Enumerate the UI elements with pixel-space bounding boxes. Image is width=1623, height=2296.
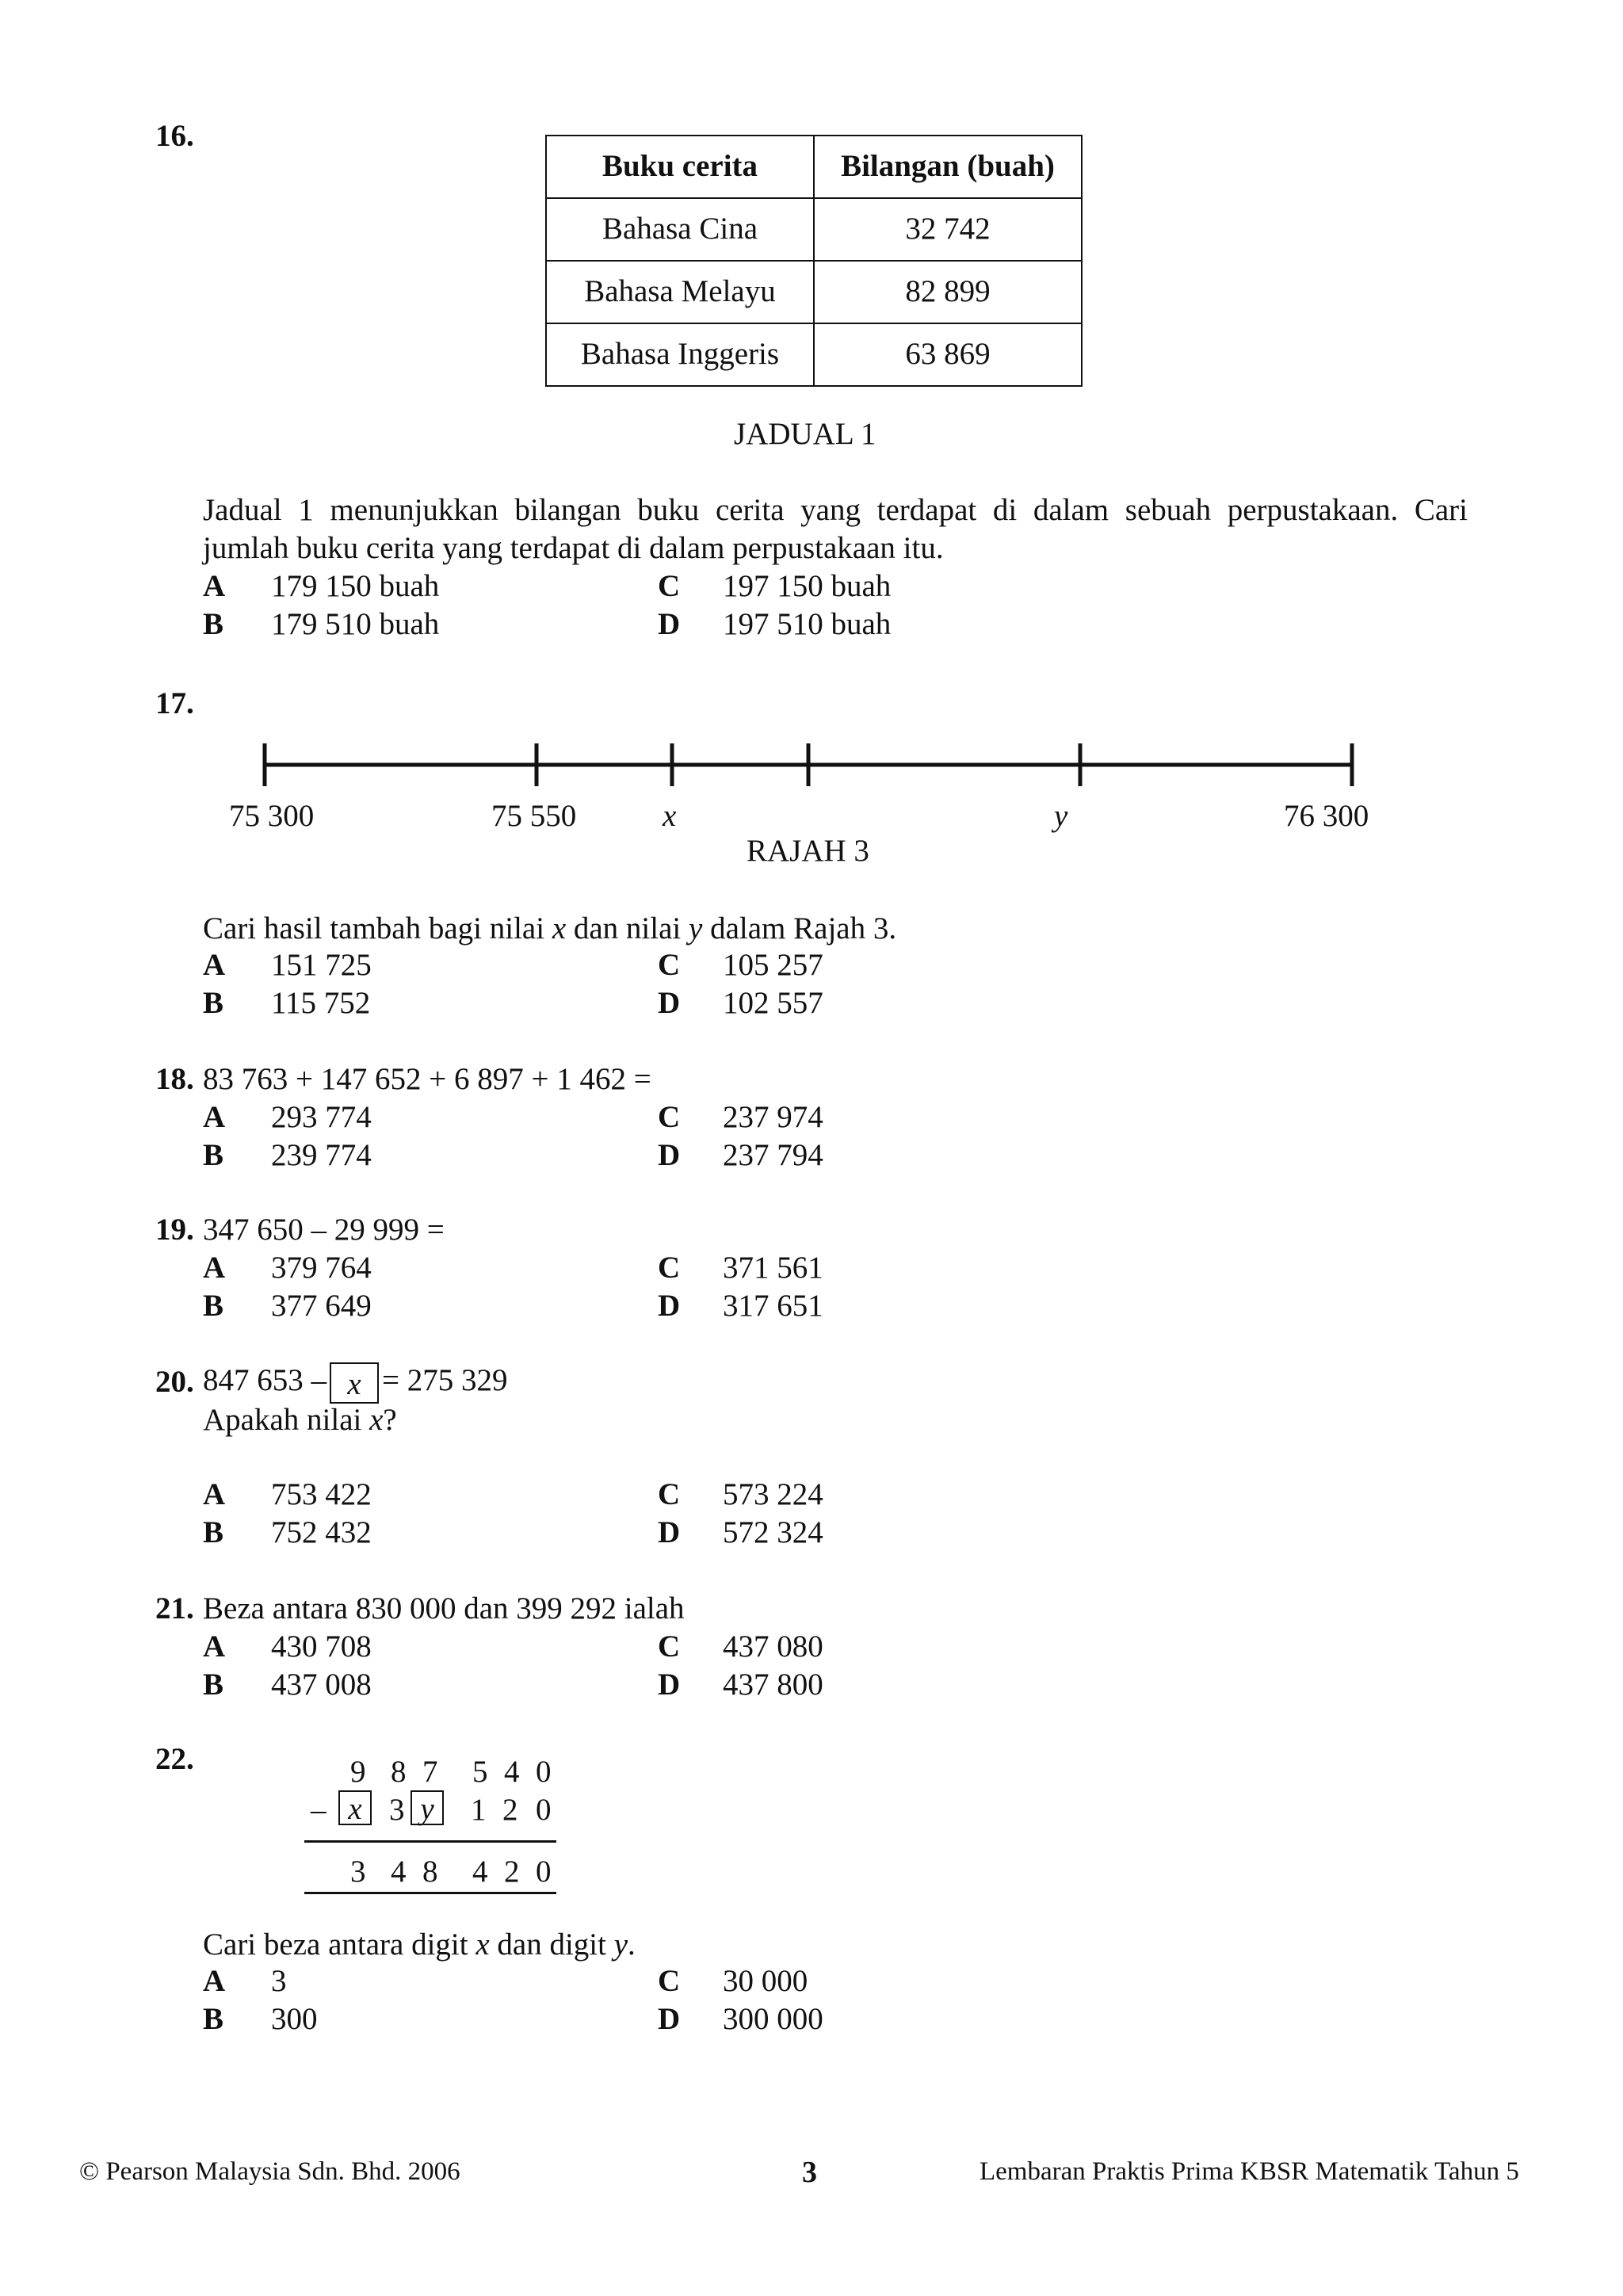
q22-text [203,1926,636,1965]
q18-option-c: 237 974 [723,1100,823,1134]
option-letter: B [203,607,224,641]
option-letter: C [658,569,681,603]
text-part: dalam Rajah 3. [702,911,897,946]
variable-y: y [689,911,703,946]
table-cell: Bahasa Inggeris [546,323,814,386]
option-letter: D [658,1138,681,1172]
digit: 0 [536,1793,552,1827]
text-part: ? [383,1403,397,1437]
q22-option-b: 300 [271,2002,318,2036]
table-cell: Bahasa Cina [546,198,814,261]
text-part: = 275 329 [382,1363,508,1397]
number-line-label: 76 300 [1284,799,1369,833]
q18-expression: 83 763 + 147 652 + 6 897 + 1 462 = [203,1062,651,1096]
q21-text: Beza antara 830 000 dan 399 292 ialah [203,1591,685,1626]
q19-number: 19. [155,1213,194,1247]
table-row [546,198,1082,261]
q18-option-a: 293 774 [271,1100,372,1134]
digit: 4 [504,1755,520,1789]
q22-option-c: 30 000 [723,1964,808,1998]
q19-expression: 347 650 – 29 999 = [203,1213,445,1247]
option-letter: B [203,1289,224,1323]
option-letter: C [658,1100,681,1134]
digit: 3 [350,1855,366,1889]
q21-option-c: 437 080 [723,1629,823,1664]
digit-box-y: y [411,1790,444,1825]
option-letter: A [203,948,226,982]
q20-number: 20. [155,1365,194,1399]
digit: 4 [391,1855,407,1889]
q20-option-a: 753 422 [271,1477,372,1511]
q17-text [203,910,896,949]
q16-option-a: 179 150 buah [271,569,440,603]
q17-option-a: 151 725 [271,948,372,982]
q17-number-line [254,737,1363,793]
q22-number: 22. [155,1742,194,1776]
q19-option-d: 317 651 [723,1289,823,1323]
q16-table [545,135,1083,387]
option-letter: D [658,1515,681,1549]
digit: 9 [350,1755,366,1789]
q16-caption: JADUAL 1 [734,417,876,451]
q20-option-d: 572 324 [723,1515,823,1549]
option-letter: B [203,1668,224,1702]
variable-y: y [613,1927,628,1962]
table-header-row [546,136,1082,198]
table-cell: 63 869 [814,323,1082,386]
q22-option-a: 3 [271,1964,287,1998]
subtraction-line [304,1892,556,1894]
variable-x: x [552,911,567,946]
option-letter: B [203,986,224,1020]
q20-option-c: 573 224 [723,1477,823,1511]
text-part: Apakah nilai [203,1403,370,1437]
q17-option-c: 105 257 [723,948,823,982]
number-line-label: 75 300 [229,799,315,833]
text-part: dan nilai [566,911,689,946]
option-letter: A [203,1964,226,1998]
option-letter: C [658,1251,681,1285]
digit: 0 [536,1755,552,1789]
q21-number: 21. [155,1591,194,1626]
q21-option-d: 437 800 [723,1668,823,1702]
q19-option-a: 379 764 [271,1251,372,1285]
q16-option-d: 197 510 buah [723,607,892,641]
option-letter: D [658,1289,681,1323]
number-line-label: x [663,799,677,833]
digit: 3 [389,1793,405,1827]
page-number: 3 [802,2156,817,2189]
digit: 7 [422,1755,438,1789]
digit: 1 [471,1793,487,1827]
option-letter: A [203,1477,226,1511]
q16-option-c: 197 150 buah [723,569,892,603]
text-part: 847 653 – [203,1363,327,1397]
q16-text-line1: Jadual 1 menunjukkan bilangan buku cerita yang terdapat di dalam sebuah perpustakaan. Cari [203,493,1468,527]
option-letter: C [658,1629,681,1664]
option-letter: A [203,1100,226,1134]
digit: 8 [391,1755,407,1789]
q17-option-b: 115 752 [271,986,371,1020]
table-header-cell: Buku cerita [546,136,814,198]
digit: 2 [502,1793,518,1827]
number-line-label: 75 550 [491,799,577,833]
text-part: Cari beza antara digit [203,1927,476,1962]
option-letter: C [658,1964,681,1998]
variable-x: x [475,1927,490,1962]
answer-box: x [330,1362,379,1404]
option-letter: B [203,2002,224,2036]
variable-x: x [369,1403,384,1437]
digit-box-x: x [338,1790,372,1825]
digit: 8 [422,1855,438,1889]
table-header-cell: Bilangan (buah) [814,136,1082,198]
table-row [546,323,1082,386]
option-letter: D [658,986,681,1020]
q16-text-line2: jumlah buku cerita yang terdapat di dalam perpustakaan itu. [203,531,944,565]
q20-question [203,1401,397,1440]
digit: 4 [472,1855,488,1889]
minus-sign: – [311,1793,327,1827]
q17-caption: RAJAH 3 [747,834,869,868]
footer-copyright: © Pearson Malaysia Sdn. Bhd. 2006 [79,2157,460,2186]
q20-expression [203,1358,508,1404]
digit: 5 [472,1755,488,1789]
q18-option-b: 239 774 [271,1138,372,1172]
q18-number: 18. [155,1062,194,1096]
digit: 0 [536,1855,552,1889]
q21-option-b: 437 008 [271,1668,372,1702]
subtraction-line [304,1840,556,1843]
footer-title: Lembaran Praktis Prima KBSR Matematik Tahun 5 [980,2157,1519,2186]
option-letter: D [658,1668,681,1702]
table-cell: Bahasa Melayu [546,261,814,323]
text-part: Cari hasil tambah bagi nilai [203,911,552,946]
option-letter: A [203,569,226,603]
option-letter: B [203,1138,224,1172]
q16-option-b: 179 510 buah [271,607,440,641]
q16-number: 16. [155,119,194,153]
table-cell: 32 742 [814,198,1082,261]
q17-option-d: 102 557 [723,986,823,1020]
option-letter: B [203,1515,224,1549]
q21-option-a: 430 708 [271,1629,372,1664]
text-part: dan digit [489,1927,614,1962]
q17-number: 17. [155,686,194,720]
option-letter: A [203,1251,226,1285]
q19-option-b: 377 649 [271,1289,372,1323]
digit: 2 [504,1855,520,1889]
option-letter: A [203,1629,226,1664]
q19-option-c: 371 561 [723,1251,823,1285]
q18-option-d: 237 794 [723,1138,823,1172]
table-cell: 82 899 [814,261,1082,323]
table-row [546,261,1082,323]
option-letter: C [658,1477,681,1511]
option-letter: C [658,948,681,982]
number-line-label: y [1054,799,1068,833]
q22-option-d: 300 000 [723,2002,823,2036]
q20-option-b: 752 432 [271,1515,372,1549]
option-letter: D [658,607,681,641]
text-part: . [628,1927,636,1962]
option-letter: D [658,2002,681,2036]
